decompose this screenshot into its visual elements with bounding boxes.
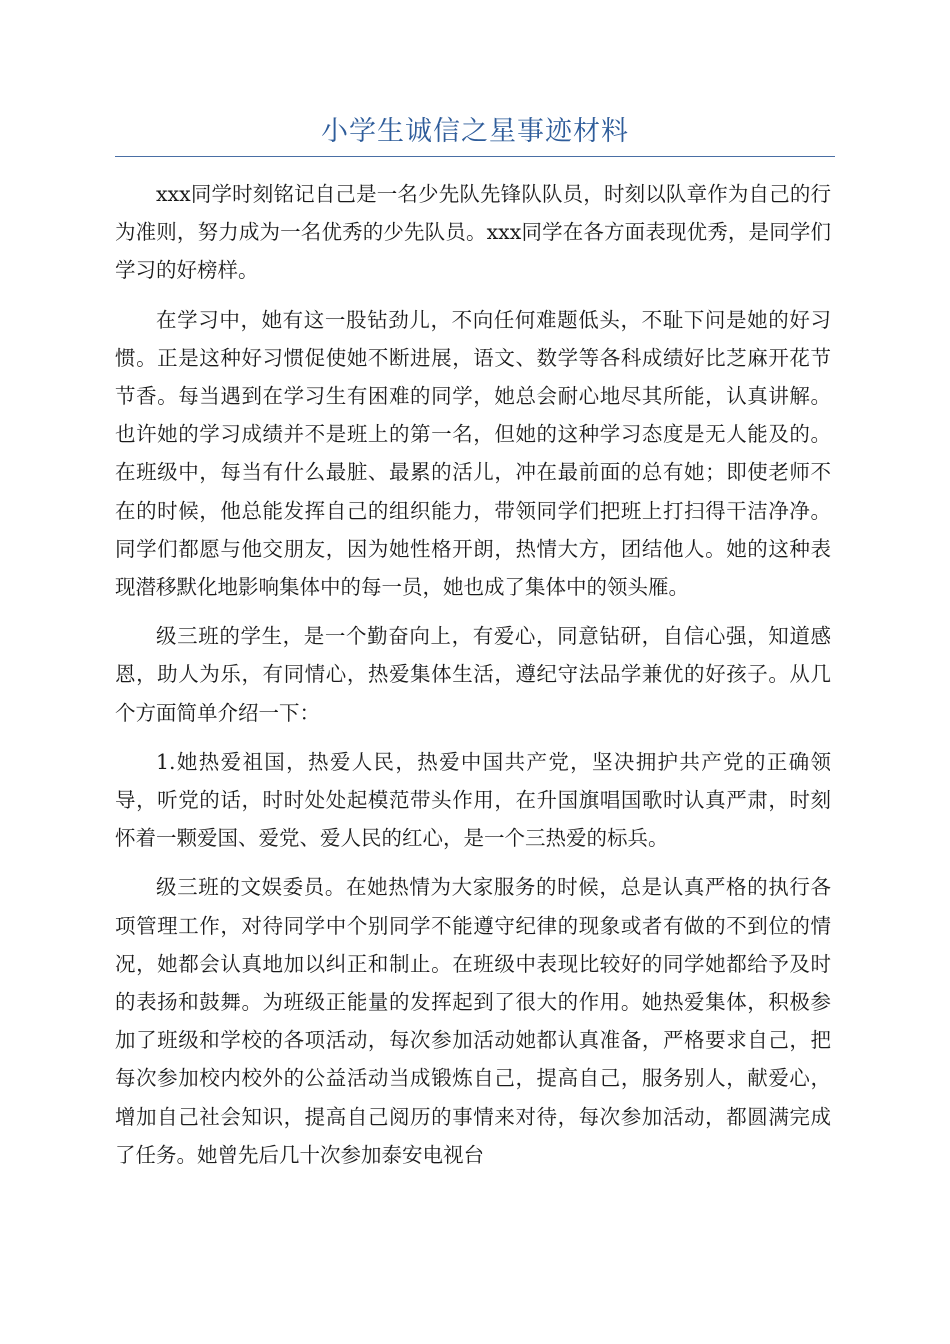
paragraph-2: 在学习中，她有这一股钻劲儿，不向任何难题低头，不耻下问是她的好习惯。正是这种好习惯促使她不断进展，语文、数学等各科成绩好比芝麻开花节节香。每当遇到在学习生有困难的同学，她总会耐心地尽其所能，认真讲解。也许她的学习成绩并不是班上的第一名，但她的这种学习态度是无人能及的。在班级中，每当有什么最脏、最累的活儿，冲在最前面的总有她；即使老师不在的时候，他总能发挥自己的组织能力，带领同学们把班上打扫得干洁净净。同学们都愿与他交朋友，因为她性格开朗，热情大方，团结他人。她的这种表现潜移默化地影响集体中的每一员，她也成了集体中的领头雁。 <box>115 307 831 600</box>
document-title: 小学生诚信之星事迹材料 <box>321 116 629 147</box>
document-body <box>115 175 831 1185</box>
title-block <box>115 112 835 157</box>
paragraph-3: 级三班的学生，是一个勤奋向上，有爱心，同意钻研，自信心强，知道感恩，助人为乐，有同情心，热爱集体生活，遵纪守法品学兼优的好孩子。从几个方面简单介绍一下： <box>115 624 831 725</box>
paragraph-1: xxx同学时刻铭记自己是一名少先队先锋队队员，时刻以队章作为自己的行为准则，努力成为一名优秀的少先队员。xxx同学在各方面表现优秀，是同学们学习的好榜样。 <box>115 182 831 283</box>
paragraph-4: 1.她热爱祖国，热爱人民，热爱中国共产党，坚决拥护共产党的正确领导，听党的话，时时处处起模范带头作用，在升国旗唱国歌时认真严肃，时刻怀着一颗爱国、爱党、爱人民的红心，是一个三热爱的标兵。 <box>115 749 831 851</box>
paragraph-5: 级三班的文娱委员。在她热情为大家服务的时候，总是认真严格的执行各项管理工作，对待同学中个别同学不能遵守纪律的现象或者有做的不到位的情况，她都会认真地加以纠正和制止。在班级中表现比较好的同学她都给予及时的表扬和鼓舞。为班级正能量的发挥起到了很大的作用。她热爱集体，积极参加了班级和学校的各项活动，每次参加活动她都认真准备，严格要求自己，把每次参加校内校外的公益活动当成锻炼自己，提高自己，服务别人，献爱心，增加自己社会知识，提高自己阅历的事情来对待，每次参加活动，都圆满完成了任务。她曾先后几十次参加泰安电视台 <box>115 875 831 1167</box>
